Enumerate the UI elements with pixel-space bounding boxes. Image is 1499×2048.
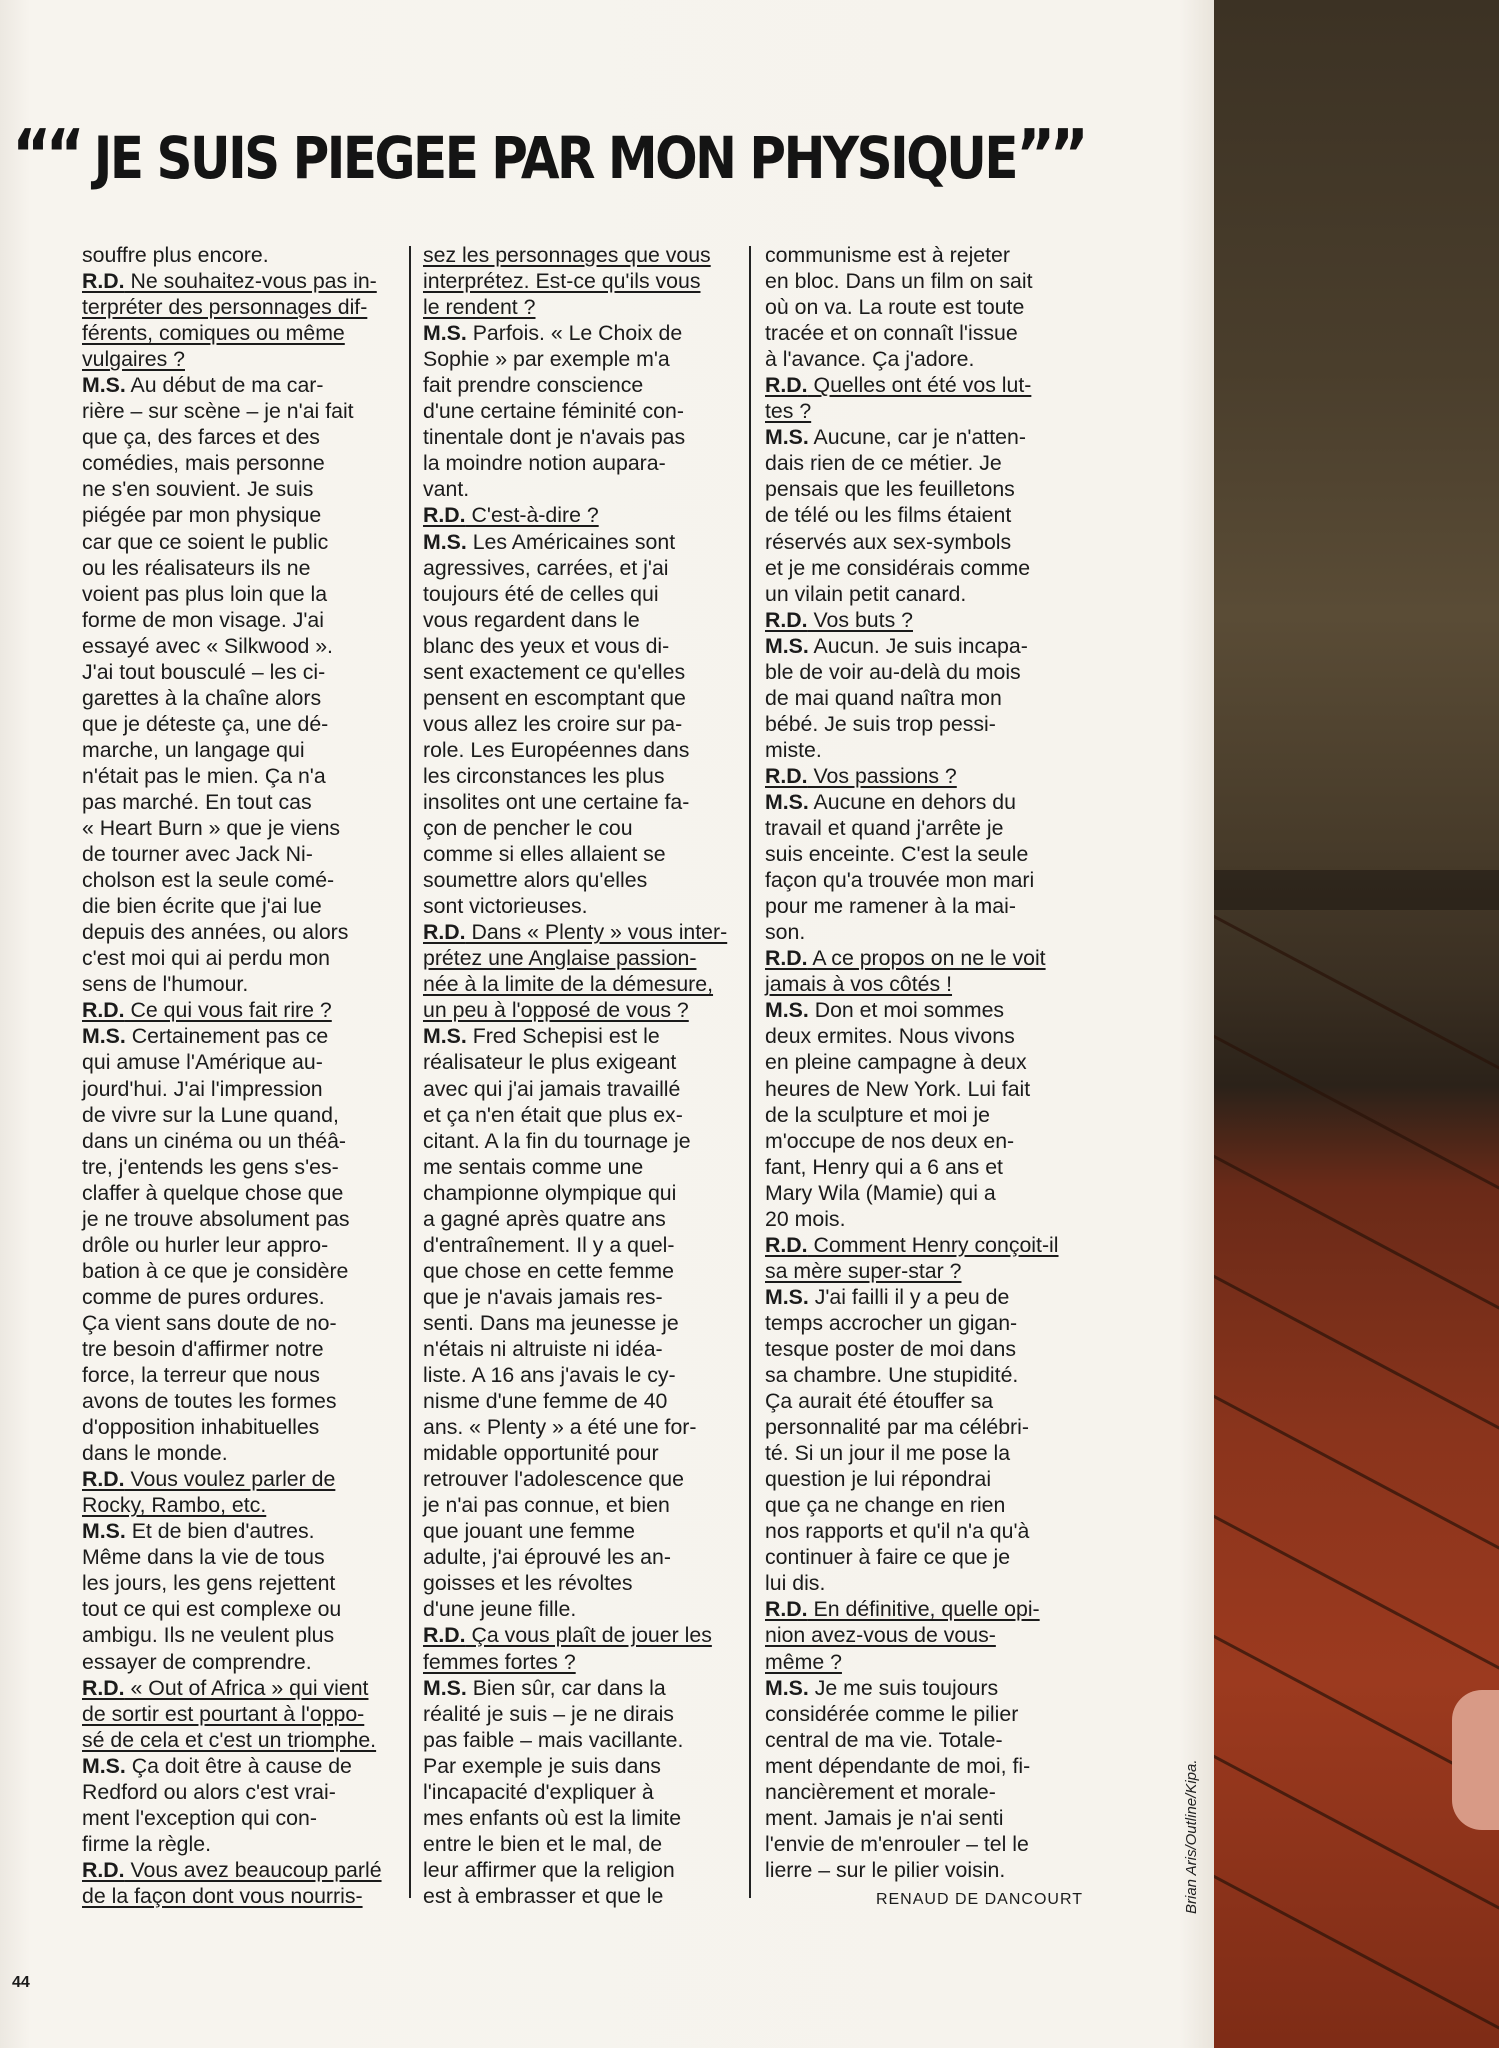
speaker-label: M.S. (765, 425, 809, 450)
paragraph-text: C'est-à-dire ? (465, 503, 599, 528)
paragraph-text: Ça doit être à cause de Redford ou alors c'est vrai- ment l'exception qui con- firme la règle. (82, 1753, 352, 1856)
interview-question (765, 607, 1083, 633)
speaker-label: R.D. (423, 920, 466, 945)
speaker-label: R.D. (82, 998, 125, 1023)
speaker-label: R.D. (765, 1597, 808, 1622)
column-divider (749, 246, 751, 1898)
interview-question (765, 945, 1083, 997)
speaker-label: M.S. (423, 529, 467, 554)
speaker-label: M.S. (82, 1519, 126, 1544)
interview-answer (765, 1284, 1083, 1597)
interview-question (82, 268, 396, 372)
interview-answer (765, 997, 1083, 1231)
interview-question (82, 1675, 396, 1753)
interview-question (765, 763, 1083, 789)
speaker-label: R.D. (765, 373, 808, 398)
paragraph-text: sez les personnages que vous interprétez. Est-ce qu'ils vous le rendent ? (423, 243, 711, 320)
interview-answer (423, 1023, 737, 1622)
page-number: 44 (12, 1974, 30, 1991)
interview-answer (423, 529, 737, 920)
speaker-label: M.S. (82, 1024, 126, 1049)
paragraph-text: J'ai failli il y a peu de temps accrocher un gigan- tesque poster de moi dans sa chambre. Une stupidité. Ça aurait été étouffer sa personnalité par ma célébri- té. Si un jour il me pose la question je lui répondrai que ça ne change en rien nos rapports et qu'il n'a qu'à continuer à faire ce que je lui dis. (765, 1284, 1030, 1596)
paragraph-text: Ce qui vous fait rire ? (124, 998, 332, 1023)
paragraph-text: Aucune, car je n'atten- dais rien de ce métier. Je pensais que les feuilletons de télé ou les films étaient réservés aux sex-symbols et je me considérais comme un vilain petit canard. (765, 425, 1031, 606)
interview-question (82, 1857, 396, 1909)
photo-credit: Brian Aris/Outline/Kipa. (1183, 1759, 1200, 1914)
interview-answer (82, 1753, 396, 1857)
paragraph-text: « Out of Africa » qui vient de sortir est pourtant à l'oppo- sé de cela et c'est un triomphe. (82, 1675, 377, 1752)
interview-question (423, 502, 737, 528)
interview-answer (82, 1518, 396, 1674)
paragraph-text: Aucune en dehors du travail et quand j'arrête je suis enceinte. C'est la seule façon qu'a trouvée mon mari pour me ramener à la mai- son. (765, 789, 1035, 945)
speaker-label: R.D. (765, 607, 808, 632)
paragraph-text: Aucun. Je suis incapa- ble de voir au-delà du mois de mai quand naîtra mon bébé. Je suis trop pessi- miste. (765, 633, 1028, 762)
paragraph-text: Don et moi sommes deux ermites. Nous vivons en pleine campagne à deux heures de New York. Lui fait de la sculpture et moi je m'occupe de nos deux en- fant, Henry qui a 6 ans et Mary Wila (Mamie) qui a 20 mois. (765, 998, 1031, 1231)
interview-question (765, 1232, 1083, 1284)
paragraph-text: Certainement pas ce qui amuse l'Amérique au- jourd'hui. J'ai l'impression de vivre sur la Lune quand, dans un cinéma ou un théâ- tre, j'entends les gens s'es- claffer à quelque chose que je ne trouve absolument pas drôle ou hurler leur appro- bation à ce que je considère comme de pures ordures. Ça vient sans doute de no- tre besoin d'affirmer notre force, la terreur que nous avons de toutes les formes d'opposition inhabituelles dans le monde. (82, 1024, 350, 1466)
interview-answer (82, 372, 396, 997)
interview-question (423, 242, 737, 320)
interview-answer (765, 424, 1083, 606)
paragraph-text: Parfois. « Le Choix de Sophie » par exemple m'a fait prendre conscience d'une certaine féminité con- tinentale dont je n'avais pas la moindre notion aupara- vant. (423, 321, 686, 502)
interview-question (765, 372, 1083, 424)
paragraph (765, 242, 1083, 372)
speaker-label: M.S. (423, 321, 467, 346)
speaker-label: M.S. (82, 1753, 126, 1778)
speaker-label: R.D. (765, 946, 808, 971)
interview-answer (765, 1675, 1083, 1883)
article-column-3 (765, 242, 1083, 1908)
interview-question (765, 1596, 1083, 1674)
speaker-label: R.D. (82, 1675, 125, 1700)
paragraph-text: Je me suis toujours considérée comme le pilier central de ma vie. Totale- ment dépendante de moi, fi- nancièrement et morale- ment. Jamais je n'ai senti l'envie de m'enrouler – tel le lierre – sur le pilier voisin. (765, 1675, 1031, 1882)
paragraph-text: Vos passions ? (807, 763, 957, 788)
interview-answer (423, 1675, 737, 1909)
paragraph-text: Fred Schepisi est le réalisateur le plus exigeant avec qui j'ai jamais travaillé et ça n'en était que plus ex- citant. A la fin du tournage je me sentais comme une championne olympique qui a gagné après quatre ans d'entraînement. Il y a quel- que chose en cette femme que je n'avais jamais res- senti. Dans ma jeunesse je n'étais ni altruiste ni idéa- liste. A 16 ans j'avais le cy- nisme d'une femme de 40 ans. « Plenty » a été une for- midable opportunité pour retrouver l'adolescence que je n'ai pas connue, et bien que jouant une femme adulte, j'ai éprouvé les an- goisses et les révoltes d'une jeune fille. (423, 1024, 697, 1622)
speaker-label: R.D. (765, 1232, 808, 1257)
interview-answer (82, 1023, 396, 1466)
paragraph-text: Vos buts ? (807, 607, 913, 632)
paragraph-text: Au début de ma car- rière – sur scène – je n'ai fait que ça, des farces et des comédies, mais personne ne s'en souvient. Je suis piégée par mon physique car que ce soient le public ou les réalisateurs ils ne voient pas plus loin que la forme de mon visage. J'ai essayé avec « Silkwood ». J'ai tout bousculé – les ci- garettes à la chaîne alors que je déteste ça, une dé- marche, un langage qui n'était pas le mien. Ça n'a pas marché. En tout cas « Heart Burn » que je viens de tourner avec Jack Ni- cholson est la seule comé- die bien écrite que j'ai lue depuis des années, ou alors c'est moi qui ai perdu mon sens de l'humour. (82, 373, 354, 997)
speaker-label: R.D. (423, 503, 466, 528)
paragraph-text: Ça vous plaît de jouer les femmes fortes ? (423, 1623, 712, 1674)
interview-answer (423, 320, 737, 502)
interview-question (82, 1466, 396, 1518)
paragraph-text: A ce propos on ne le voit jamais à vos côtés ! (765, 946, 1046, 997)
speaker-label: M.S. (765, 1284, 809, 1309)
speaker-label: R.D. (82, 1467, 125, 1492)
speaker-label: R.D. (82, 269, 125, 294)
paragraph-text: Vous avez beaucoup parlé de la façon dont vous nourris- (82, 1857, 382, 1908)
paragraph-text: Vous voulez parler de Rocky, Rambo, etc. (82, 1467, 336, 1518)
paragraph-text: Quelles ont été vos lut- tes ? (765, 373, 1032, 424)
byline: RENAUD DE DANCOURT (875, 1890, 1083, 1908)
paragraph-text: Dans « Plenty » vous inter- prétez une Anglaise passion- née à la limite de la démesure, un peu à l'opposé de vous ? (423, 920, 728, 1023)
paragraph-text: souffre plus encore. (82, 243, 269, 267)
paragraph-text: En définitive, quelle opi- nion avez-vous de vous- même ? (765, 1597, 1040, 1674)
speaker-label: M.S. (765, 998, 809, 1023)
speaker-label: M.S. (765, 789, 809, 814)
interview-question (423, 1622, 737, 1674)
speaker-label: M.S. (423, 1675, 467, 1700)
paragraph-text: Ne souhaitez-vous pas in- terpréter des personnages dif- férents, comiques ou même vulgaires ? (82, 269, 377, 372)
photo-figure (1452, 1690, 1499, 1830)
paragraph (82, 242, 396, 268)
column-divider (409, 246, 411, 1898)
speaker-label: M.S. (765, 1675, 809, 1700)
speaker-label: R.D. (423, 1623, 466, 1648)
paragraph-text: Comment Henry conçoit-il sa mère super-star ? (765, 1232, 1059, 1283)
paragraph-text: Les Américaines sont agressives, carrées, et j'ai toujours été de celles qui vous regardent dans le blanc des yeux et vous di- sent exactement ce qu'elles pensent en escomptant que vous allez les croire sur pa- role. Les Européennes dans les circonstances les plus insolites ont une certaine fa- çon de pencher le cou comme si elles allaient se soumettre alors qu'elles sont victorieuses. (423, 529, 690, 919)
interview-question (82, 997, 396, 1023)
headline-text: JE SUIS PIEGEE PAR MON PHYSIQUE (93, 124, 1017, 192)
paragraph-text: Bien sûr, car dans la réalité je suis – je ne dirais pas faible – mais vacillante. Par exemple je suis dans l'incapacité d'expliquer à mes enfants où est la limite entre le bien et le mal, de leur affirmer que la religion est à embrasser et que le (423, 1675, 684, 1908)
speaker-label: R.D. (82, 1857, 125, 1882)
speaker-label: M.S. (765, 633, 809, 658)
article-column-1 (82, 242, 396, 1908)
paragraph-text: Et de bien d'autres. Même dans la vie de tous les jours, les gens rejettent tout ce qui est complexe ou ambigu. Ils ne veulent plus essayer de comprendre. (82, 1519, 342, 1674)
interview-question (423, 919, 737, 1023)
interview-answer (765, 789, 1083, 945)
interview-answer (765, 633, 1083, 763)
article-column-2 (423, 242, 737, 1908)
speaker-label: M.S. (423, 1024, 467, 1049)
speaker-label: M.S. (82, 373, 126, 398)
speaker-label: R.D. (765, 763, 808, 788)
paragraph-text: communisme est à rejeter en bloc. Dans un film on sait où on va. La route est toute tracée et on connaît l'issue à l'avance. Ça j'adore. (765, 243, 1033, 372)
headline: ““ JE SUIS PIEGEE PAR MON PHYSIQUE”” (12, 114, 1083, 196)
